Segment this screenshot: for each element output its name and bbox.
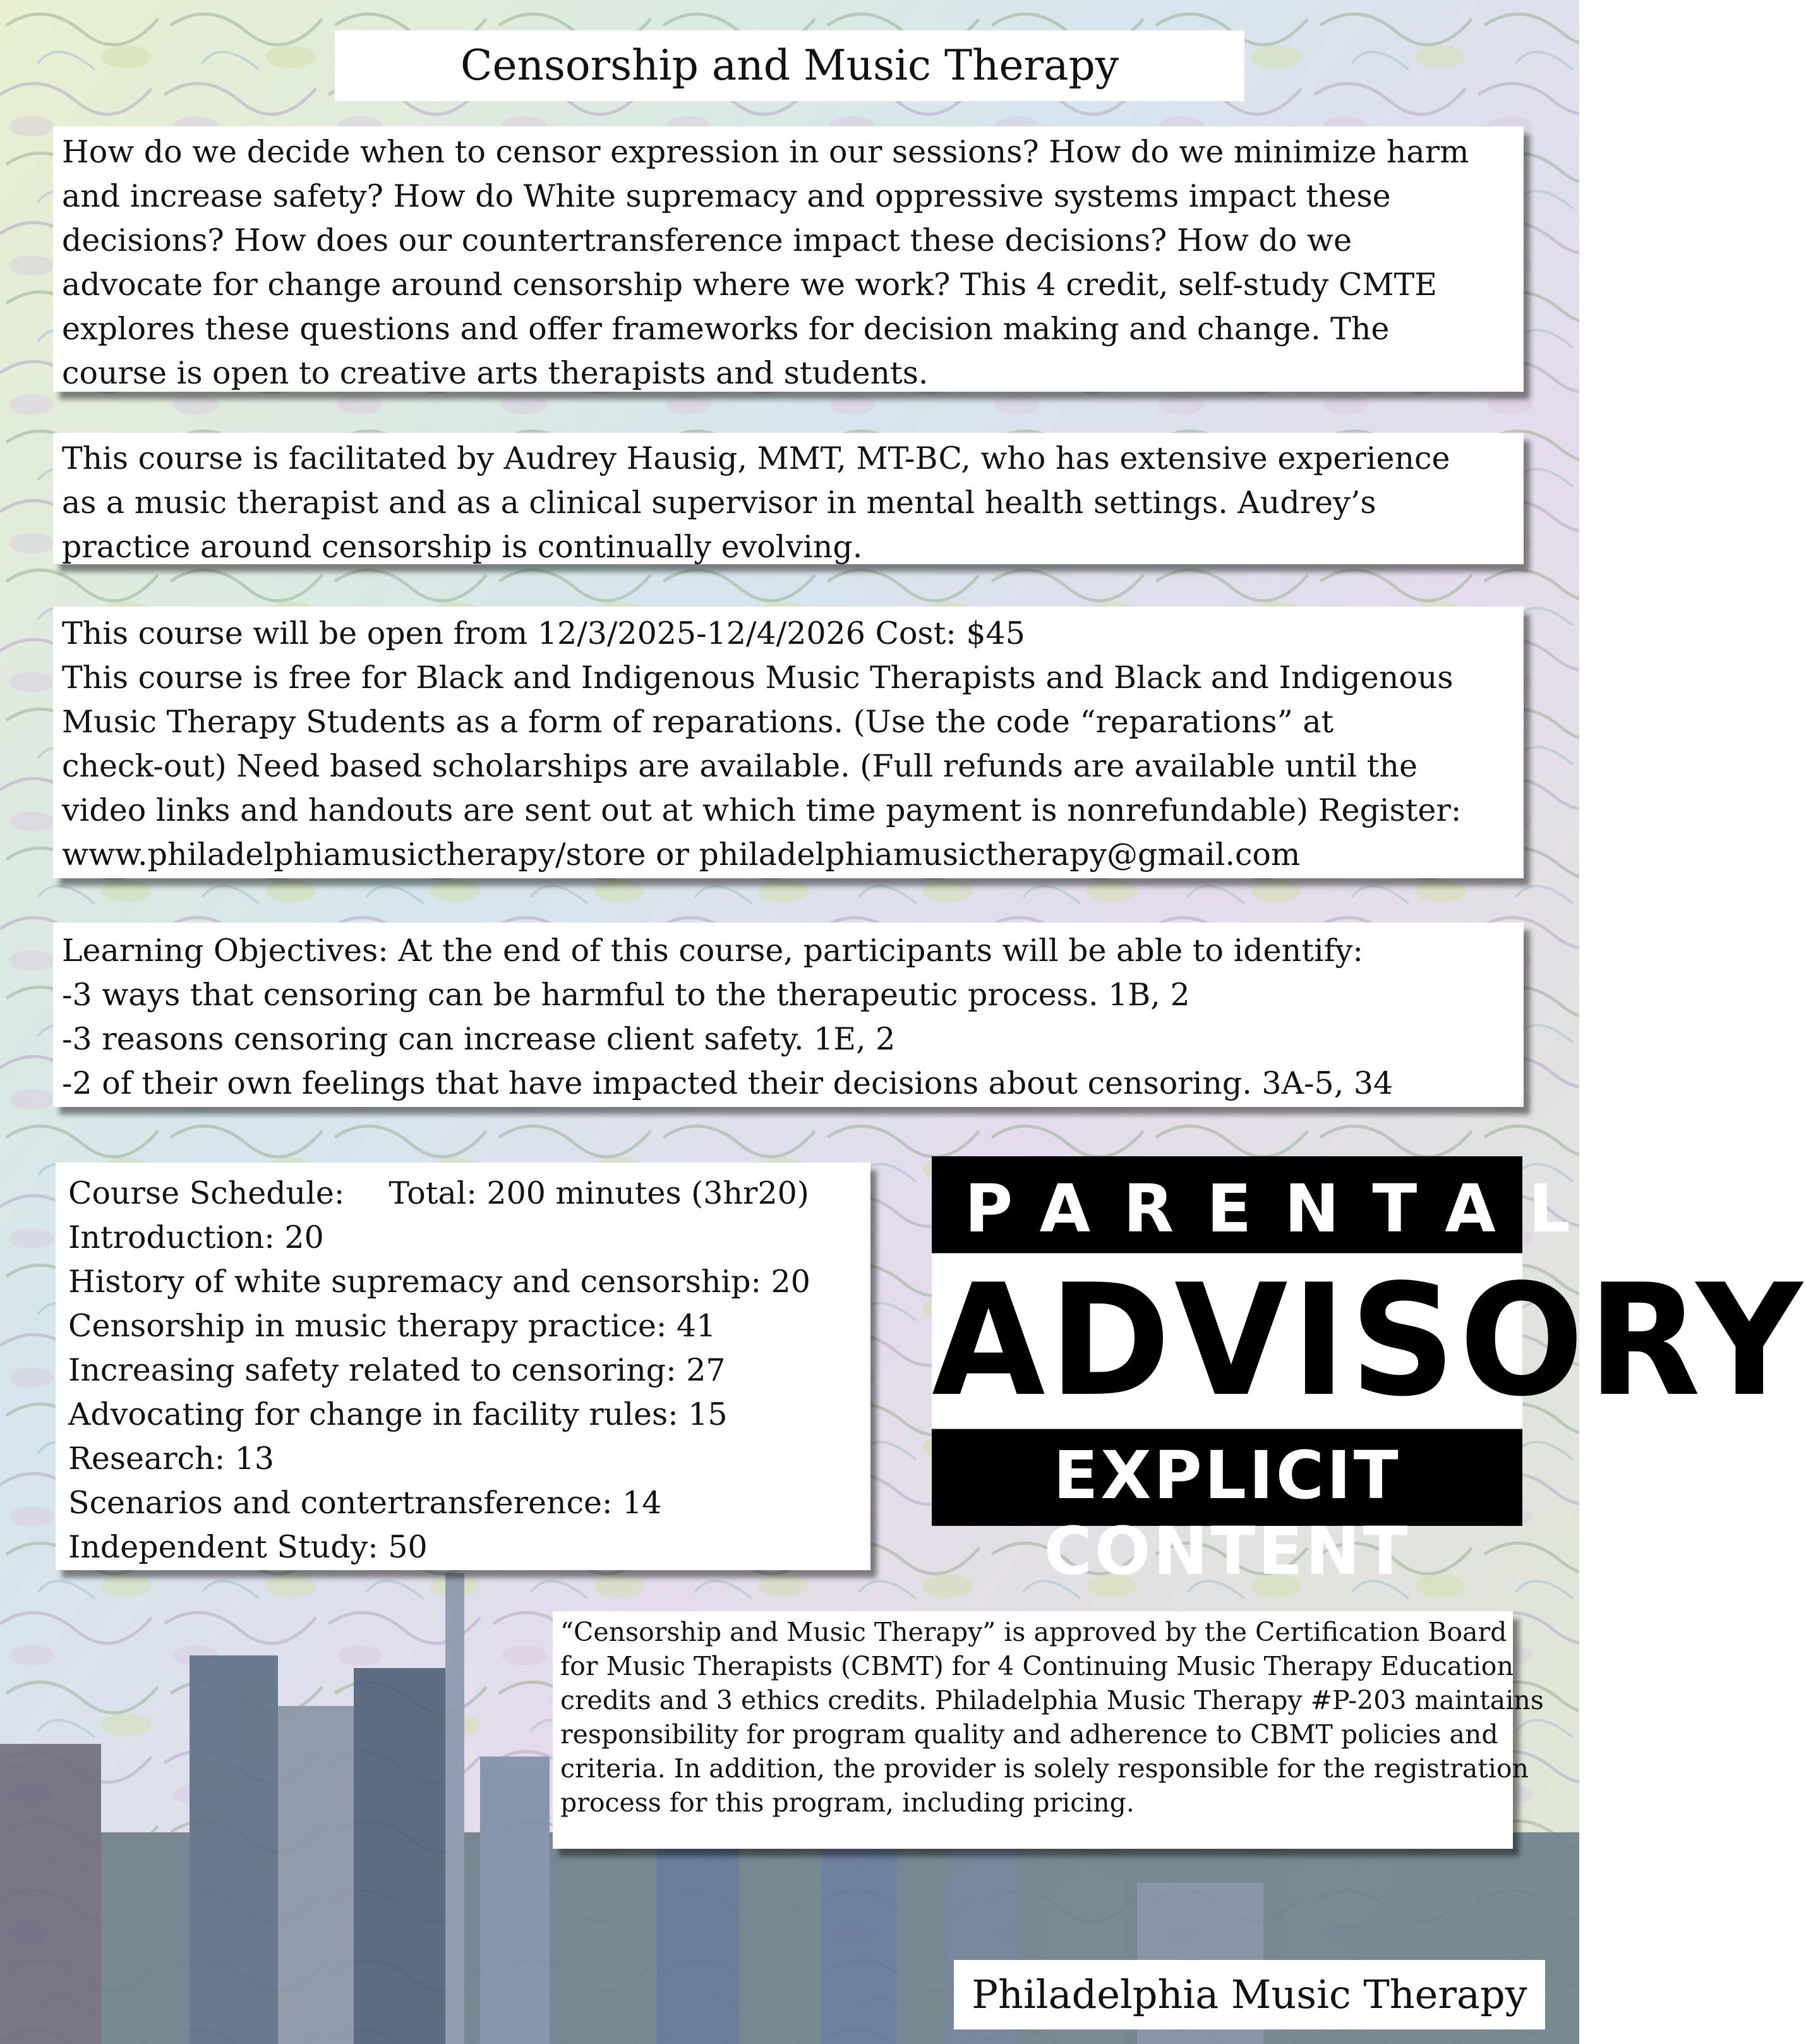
advisory-top-text: PARENTAL bbox=[965, 1170, 1603, 1247]
logistics-line: This course will be open from 12/3/2025-12/4/2026 Cost: $45 bbox=[62, 615, 1025, 651]
objectives-line: -2 of their own feelings that have impacted their decisions about censoring. 3A-5, 34 bbox=[62, 1065, 1394, 1101]
schedule-heading: Course Schedule: bbox=[68, 1175, 345, 1211]
logistics-line: check-out) Need based scholarships are available. (Full refunds are available until the bbox=[62, 748, 1418, 784]
intro-line: explores these questions and offer frameworks for decision making and change. The bbox=[62, 311, 1390, 347]
approval-line: process for this program, including pricing. bbox=[560, 1787, 1135, 1818]
parental-advisory-label bbox=[932, 1156, 1806, 1590]
course-intro-box bbox=[53, 126, 1524, 392]
logistics-line: video links and handouts are sent out at which time payment is nonrefundable) Register: bbox=[62, 792, 1462, 828]
learning-objectives-box bbox=[53, 922, 1524, 1107]
schedule-total: Total: 200 minutes (3hr20) bbox=[388, 1175, 809, 1211]
logistics-line: This course is free for Black and Indigenous Music Therapists and Black and Indigenous bbox=[62, 660, 1454, 696]
schedule-item: Introduction: 20 bbox=[68, 1219, 324, 1255]
approval-line: criteria. In addition, the provider is solely responsible for the registration bbox=[560, 1753, 1529, 1784]
course-schedule-box bbox=[56, 1163, 870, 1570]
schedule-header bbox=[68, 1171, 858, 1216]
approval-line: for Music Therapists (CBMT) for 4 Continuing Music Therapy Education bbox=[560, 1651, 1514, 1681]
intro-line: course is open to creative arts therapists and students. bbox=[62, 355, 929, 391]
intro-line: How do we decide when to censor expression in our sessions? How do we minimize harm bbox=[62, 134, 1469, 170]
objectives-line: Learning Objectives: At the end of this course, participants will be able to identify: bbox=[62, 933, 1363, 969]
logistics-line: Music Therapy Students as a form of reparations. (Use the code “reparations” at bbox=[62, 704, 1334, 740]
schedule-item: Censorship in music therapy practice: 41 bbox=[68, 1308, 716, 1344]
intro-line: decisions? How does our countertransference impact these decisions? How do we bbox=[62, 222, 1352, 258]
schedule-item: Advocating for change in facility rules: 15 bbox=[68, 1396, 728, 1432]
schedule-item: History of white supremacy and censorship: 20 bbox=[68, 1264, 810, 1300]
schedule-item: Research: 13 bbox=[68, 1441, 275, 1477]
register-links[interactable]: www.philadelphiamusictherapy/store or philadelphiamusictherapy@gmail.com bbox=[62, 837, 1301, 873]
advisory-bottom-text: EXPLICIT CONTENT bbox=[1044, 1437, 1411, 1590]
objectives-line: -3 ways that censoring can be harmful to the therapeutic process. 1B, 2 bbox=[62, 977, 1190, 1013]
cbmt-approval-box bbox=[553, 1611, 1544, 1849]
facilitator-line: as a music therapist and as a clinical supervisor in mental health settings. Audrey’s bbox=[62, 485, 1376, 521]
facilitator-line: This course is facilitated by Audrey Hausig, MMT, MT-BC, who has extensive experience bbox=[62, 440, 1450, 476]
schedule-item: Increasing safety related to censoring: 27 bbox=[68, 1352, 726, 1388]
intro-line: and increase safety? How do White supremacy and oppressive systems impact these bbox=[62, 178, 1391, 214]
schedule-item: Scenarios and contertransference: 14 bbox=[68, 1485, 662, 1521]
advisory-middle-text: ADVISORY bbox=[932, 1251, 1806, 1430]
approval-line: responsibility for program quality and adherence to CBMT policies and bbox=[560, 1719, 1498, 1750]
approval-line: “Censorship and Music Therapy” is approved by the Certification Board bbox=[560, 1617, 1507, 1647]
facilitator-box bbox=[53, 433, 1524, 564]
facilitator-line: practice around censorship is continually evolving. bbox=[62, 529, 863, 565]
logistics-box bbox=[53, 607, 1524, 878]
objectives-line: -3 reasons censoring can increase client safety. 1E, 2 bbox=[62, 1021, 896, 1057]
approval-line: credits and 3 ethics credits. Philadelphia Music Therapy #P-203 maintains bbox=[560, 1685, 1544, 1715]
page-title: Censorship and Music Therapy bbox=[335, 30, 1244, 101]
intro-line: advocate for change around censorship where we work? This 4 credit, self-study CMTE bbox=[62, 267, 1438, 303]
schedule-item: Independent Study: 50 bbox=[68, 1529, 428, 1565]
organization-footer: Philadelphia Music Therapy bbox=[954, 1960, 1545, 2029]
